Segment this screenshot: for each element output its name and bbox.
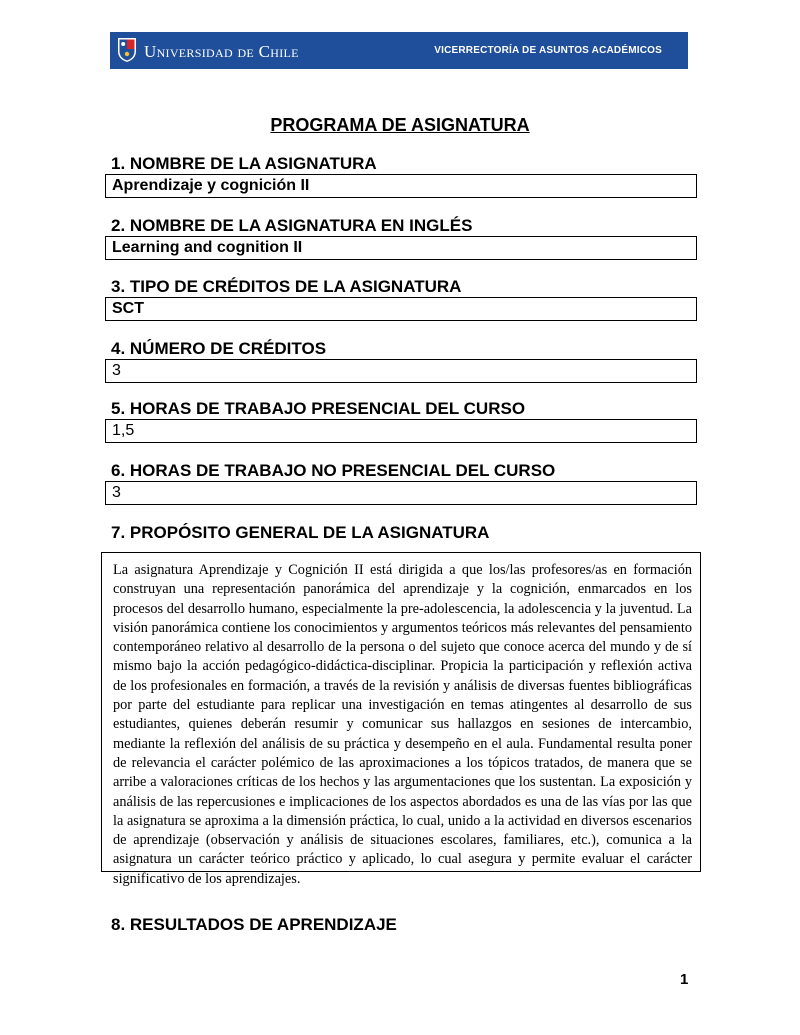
independent-hours-field: 3	[105, 481, 697, 505]
university-crest-icon	[117, 36, 137, 63]
section-4-heading: 4. NÚMERO DE CRÉDITOS	[111, 339, 327, 358]
section-7-heading: 7. PROPÓSITO GENERAL DE LA ASIGNATURA	[111, 523, 490, 542]
document-title: PROGRAMA DE ASIGNATURA	[270, 115, 530, 135]
credit-count-field: 3	[105, 359, 697, 383]
section-3-heading: 3. TIPO DE CRÉDITOS DE LA ASIGNATURA	[111, 277, 462, 296]
section-2-heading: 2. NOMBRE DE LA ASIGNATURA EN INGLÉS	[111, 216, 473, 235]
contact-hours-field: 1,5	[105, 419, 697, 443]
section-5-heading: 5. HORAS DE TRABAJO PRESENCIAL DEL CURSO	[111, 399, 526, 418]
course-purpose-text: La asignatura Aprendizaje y Cognición II está dirigida a que los/las profesores/as en formación construyan una representación panorámica del aprendizaje y la cognición, enmarcados en los procesos del desarrollo humano, especialmente la pre-adolescencia, la adolescencia y la juventud. La visión panorámica contiene los conocimientos y argumentos teóricos más relevantes del pensamiento contemporáneo relativo al desarrollo de la persona o del sujeto que conoce acerca del mundo y de sí mismo bajo la acción pedagógico-didáctica-disciplinar. Propicia la participación y reflexión activa de los profesionales en formación, a través de la revisión y análisis de diversas fuentes bibliográficas por parte del estudiante para replicar una investigación en temas atingentes al desarrollo de sus estudiantes, quienes deberán resumir y comunicar sus hallazgos en sesiones de intercambio, mediante la reflexión del análisis de su práctica y desempeño en el aula. Fundamental resulta poner de relevancia el carácter polémico de las aproximaciones a los tópicos tratados, de manera que se arribe a valoraciones críticas de los hechos y las argumentaciones que los sustentan. La exposición y análisis de las repercusiones e implicaciones de los aspectos abordados es una de las vías por las que la asignatura se aproxima a la dimensión práctica, lo cual, unido a la actividad en diversos escenarios de aprendizaje (observación y análisis de situaciones escolares, familiares, etc.), comunica a la asignatura un carácter teórico práctico y aplicado, lo cual asegura y permite evaluar el carácter significativo de los aprendizajes.	[101, 552, 701, 872]
office-name: VICERRECTORÍA DE ASUNTOS ACADÉMICOS	[434, 45, 662, 56]
section-1-heading: 1. NOMBRE DE LA ASIGNATURA	[111, 154, 377, 173]
university-name: Universidad de Chile	[144, 42, 299, 61]
page-number: 1	[680, 971, 689, 988]
course-name-field: Aprendizaje y cognición II	[105, 174, 697, 198]
course-name-english-field: Learning and cognition II	[105, 236, 697, 260]
header-banner	[110, 32, 688, 69]
section-6-heading: 6. HORAS DE TRABAJO NO PRESENCIAL DEL CURSO	[111, 461, 556, 480]
section-8-heading: 8. RESULTADOS DE APRENDIZAJE	[111, 915, 397, 934]
credit-type-field: SCT	[105, 297, 697, 321]
